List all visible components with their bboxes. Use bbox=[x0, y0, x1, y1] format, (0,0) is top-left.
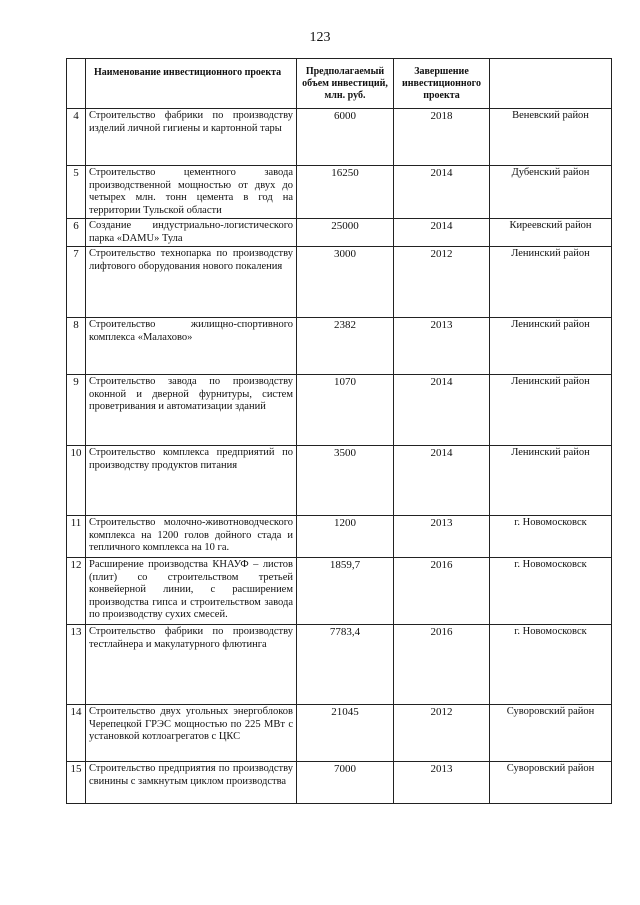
district: Веневский район bbox=[490, 109, 612, 166]
project-name: Строительство фабрики по производству изделий личной гигиены и картонной тары bbox=[86, 109, 297, 166]
district: Суворовский район bbox=[490, 762, 612, 804]
completion-year: 2013 bbox=[394, 516, 490, 558]
table-row bbox=[67, 705, 612, 762]
table-row bbox=[67, 446, 612, 516]
district: г. Новомосковск bbox=[490, 516, 612, 558]
completion-year: 2014 bbox=[394, 219, 490, 247]
row-number: 8 bbox=[67, 318, 86, 375]
completion-year: 2014 bbox=[394, 166, 490, 219]
investment-volume: 7000 bbox=[297, 762, 394, 804]
page-number: 123 bbox=[309, 30, 331, 45]
table-row bbox=[67, 558, 612, 625]
table-row bbox=[67, 375, 612, 446]
project-name: Строительство жилищно-спортивного комплекса «Малахово» bbox=[86, 318, 297, 375]
completion-year: 2016 bbox=[394, 558, 490, 625]
investment-volume: 1200 bbox=[297, 516, 394, 558]
completion-year: 2013 bbox=[394, 318, 490, 375]
district: Дубенский район bbox=[490, 166, 612, 219]
row-number: 10 bbox=[67, 446, 86, 516]
header-completion: Завершение инвестиционного проекта bbox=[394, 59, 490, 109]
project-name: Строительство завода по производству оконной и дверной фурнитуры, систем проветривания и автоматизации зданий bbox=[86, 375, 297, 446]
project-name: Строительство предприятия по производству свинины с замкнутым циклом производства bbox=[86, 762, 297, 804]
row-number: 14 bbox=[67, 705, 86, 762]
table-row bbox=[67, 762, 612, 804]
investment-volume: 21045 bbox=[297, 705, 394, 762]
row-number: 9 bbox=[67, 375, 86, 446]
project-name: Строительство цементного завода производственной мощностью от двух до четырех млн. тонн цемента в год на территории Тульской области bbox=[86, 166, 297, 219]
completion-year: 2014 bbox=[394, 375, 490, 446]
header-district bbox=[490, 59, 612, 109]
row-number: 5 bbox=[67, 166, 86, 219]
project-name: Строительство фабрики по производству тестлайнера и макулатурного флютинга bbox=[86, 625, 297, 705]
investment-projects-table bbox=[66, 58, 612, 804]
project-name: Создание индустриально-логистического парка «DAMU» Тула bbox=[86, 219, 297, 247]
row-number: 6 bbox=[67, 219, 86, 247]
investment-volume: 2382 bbox=[297, 318, 394, 375]
table-row bbox=[67, 318, 612, 375]
project-name: Строительство комплекса предприятий по производству продуктов питания bbox=[86, 446, 297, 516]
header-investment-volume: Предполагаемый объем инвестиций, млн. руб. bbox=[297, 59, 394, 109]
project-name: Расширение производства КНАУФ – листов (плит) со строительством третьей конвейерной линии, с расширением производства гипса и строительством завода по производству сухих смесей. bbox=[86, 558, 297, 625]
investment-volume: 25000 bbox=[297, 219, 394, 247]
completion-year: 2018 bbox=[394, 109, 490, 166]
header-num bbox=[67, 59, 86, 109]
investment-volume: 1070 bbox=[297, 375, 394, 446]
investment-volume: 3000 bbox=[297, 247, 394, 318]
row-number: 11 bbox=[67, 516, 86, 558]
district: Киреевский район bbox=[490, 219, 612, 247]
district: Ленинский район bbox=[490, 318, 612, 375]
completion-year: 2016 bbox=[394, 625, 490, 705]
completion-year: 2014 bbox=[394, 446, 490, 516]
district: Суворовский район bbox=[490, 705, 612, 762]
table-row bbox=[67, 109, 612, 166]
table-row bbox=[67, 516, 612, 558]
district: г. Новомосковск bbox=[490, 625, 612, 705]
district: г. Новомосковск bbox=[490, 558, 612, 625]
district: Ленинский район bbox=[490, 375, 612, 446]
row-number: 7 bbox=[67, 247, 86, 318]
table-row bbox=[67, 625, 612, 705]
completion-year: 2013 bbox=[394, 762, 490, 804]
project-name: Строительство двух угольных энергоблоков Черепецкой ГРЭС мощностью по 225 МВт с установкой котлоагрегатов с ЦКС bbox=[86, 705, 297, 762]
district: Ленинский район bbox=[490, 446, 612, 516]
table-row bbox=[67, 247, 612, 318]
investment-volume: 16250 bbox=[297, 166, 394, 219]
project-name: Строительство молочно-животноводческого комплекса на 1200 голов дойного стада и тепличного комплекса на 10 га. bbox=[86, 516, 297, 558]
completion-year: 2012 bbox=[394, 705, 490, 762]
investment-volume: 6000 bbox=[297, 109, 394, 166]
table-row bbox=[67, 166, 612, 219]
row-number: 13 bbox=[67, 625, 86, 705]
investment-volume: 7783,4 bbox=[297, 625, 394, 705]
table-header-row bbox=[67, 59, 612, 109]
completion-year: 2012 bbox=[394, 247, 490, 318]
investment-volume: 1859,7 bbox=[297, 558, 394, 625]
row-number: 15 bbox=[67, 762, 86, 804]
table-row bbox=[67, 219, 612, 247]
row-number: 4 bbox=[67, 109, 86, 166]
investment-volume: 3500 bbox=[297, 446, 394, 516]
header-project-name: Наименование инвестиционного проекта bbox=[86, 59, 297, 109]
district: Ленинский район bbox=[490, 247, 612, 318]
project-name: Строительство технопарка по производству лифтового оборудования нового покаления bbox=[86, 247, 297, 318]
row-number: 12 bbox=[67, 558, 86, 625]
